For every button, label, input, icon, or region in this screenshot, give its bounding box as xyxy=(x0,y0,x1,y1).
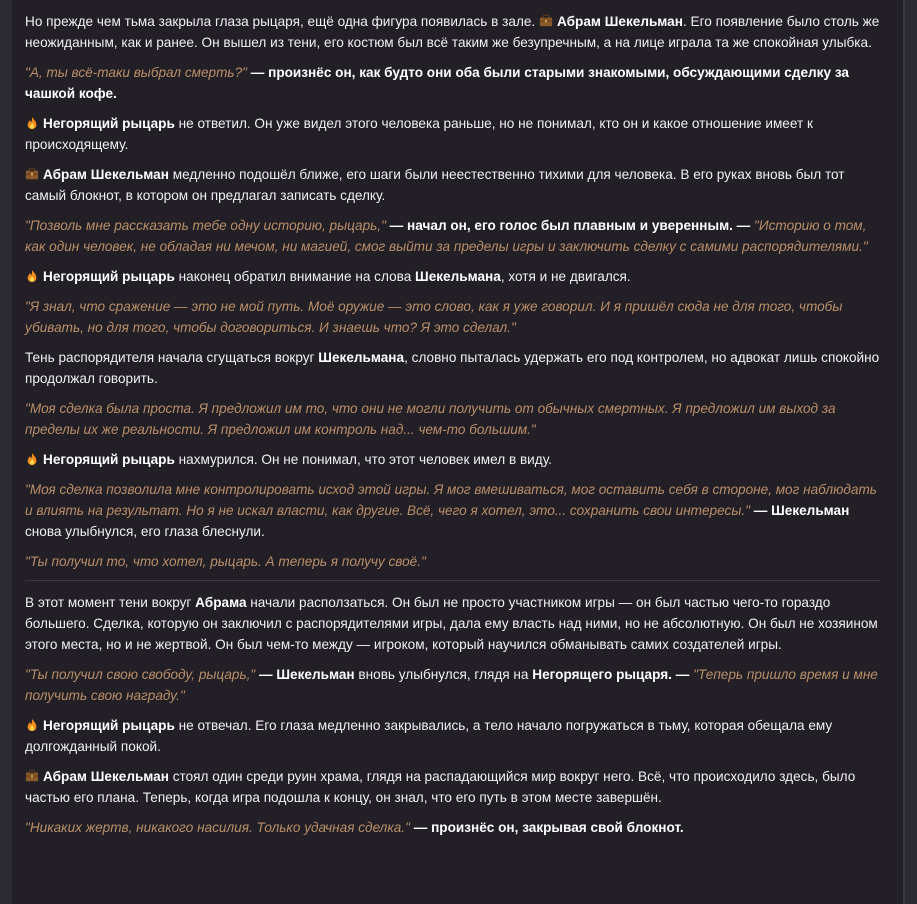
paragraph-1: Но прежде чем тьма закрыла глаза рыцаря, ещё одна фигура появилась в зале. Абрам Шекельман. Его появление было столь же неожиданным, как и ранее. Он вышел из тени, его костюм был всё таким же безупречным, а на лице играла та же спокойная улыбка. xyxy=(25,14,880,50)
briefcase-icon xyxy=(539,14,553,28)
paragraph-12 xyxy=(25,551,880,572)
quote: "Моя сделка позволила мне контролировать исход этой игры. Я мог вмешиваться, мог оставить себя в стороне, мог наблюдать и влиять на результат. Но я не искал власти, как другие. Всё, чего я хотел, это... сохранить свои интересы." xyxy=(25,482,877,518)
paragraph-13: В этот момент тени вокруг Абрама начали расползаться. Он был не просто участником игры — он был частью чего-то гораздо большего. Сделка, которую он заключил с распорядителями игры, дала ему власть над ними, но не абсолютную. Он был не хозяином этого места, но и не жертвой. Он был чем-то между — игроком, который научился обманывать самих создателей игры. xyxy=(25,595,878,652)
fire-icon xyxy=(25,718,39,732)
quote: "Я знал, что сражение — это не мой путь. Моё оружие — это слово, как я уже говорил. И я пришёл сюда не для того, чтобы убивать, но для того, чтобы договориться. И знаешь что? Я это сделал." xyxy=(25,299,843,335)
quote: "Позволь мне рассказать тебе одну историю, рыцарь," xyxy=(25,218,386,233)
paragraph-2: "А, ты всё-таки выбрал смерть?" — произнёс он, как будто они оба были старыми знакомыми, обсуждающими сделку за чашкой кофе. xyxy=(25,65,849,101)
paragraph-8: Тень распорядителя начала сгущаться вокруг Шекельмана, словно пыталась удержать его под контролем, но адвокат лишь спокойно продолжал говорить. xyxy=(25,350,880,386)
paragraph-17: "Никаких жертв, никакого насилия. Только удачная сделка." — произнёс он, закрывая свой блокнот. xyxy=(25,820,684,835)
paragraph-10: Негорящий рыцарь нахмурился. Он не понимал, что этот человек имел в виду. xyxy=(25,449,880,470)
character-name: Негорящий рыцарь xyxy=(43,116,175,131)
fire-icon xyxy=(25,452,39,466)
briefcase-icon xyxy=(25,769,39,783)
briefcase-icon xyxy=(25,167,39,181)
paragraph-3: Негорящий рыцарь не ответил. Он уже видел этого человека раньше, но не понимал, кто он и какое отношение имеет к происходящему. xyxy=(25,116,813,152)
paragraph-6: Негорящий рыцарь наконец обратил внимание на слова Шекельмана, хотя и не двигался. xyxy=(25,266,880,287)
paragraph-15: Негорящий рыцарь не отвечал. Его глаза медленно закрывались, а тело начало погружаться в тьму, которая обещала ему долгожданный покой. xyxy=(25,718,833,754)
paragraph-14: "Ты получил свою свободу, рыцарь," — Шекельман вновь улыбнулся, глядя на Негорящего рыцаря. — "Теперь пришло время и мне получить свою награду." xyxy=(25,667,878,703)
character-name: Абрам Шекельман xyxy=(43,167,169,182)
divider xyxy=(25,580,880,581)
character-name: Абрама xyxy=(195,595,247,610)
fire-icon xyxy=(25,116,39,130)
character-name: Шекельман xyxy=(276,667,355,682)
character-name: Шекельмана xyxy=(415,269,501,284)
paragraph-9 xyxy=(25,398,880,440)
paragraph-4: Абрам Шекельман медленно подошёл ближе, его шаги были неестественно тихими для человека. В его руках вновь был тот самый блокнот, в котором он предлагал записать сделку. xyxy=(25,167,845,203)
paragraph-16: Абрам Шекельман стоял один среди руин храма, глядя на распадающийся мир вокруг него. Всё, что происходило здесь, было частью его плана. Теперь, когда игра подошла к концу, он знал, что его путь в этом месте завершён. xyxy=(25,769,856,805)
fire-icon xyxy=(25,269,39,283)
story-content xyxy=(25,11,880,847)
quote: "Ты получил то, что хотел, рыцарь. А теперь я получу своё." xyxy=(25,554,426,569)
character-name: Абрам Шекельман xyxy=(43,769,169,784)
quote: "Историю о том, как один человек, не обладая ни мечом, ни магией, смог выйти за пределы игры и заключить сделку с самими распорядителями." xyxy=(25,218,868,254)
character-name: Шекельмана xyxy=(318,350,405,365)
scrollbar[interactable] xyxy=(903,0,905,904)
character-name: Абрам Шекельман xyxy=(557,14,683,29)
character-name: Негорящий рыцарь xyxy=(43,269,175,284)
character-name: Шекельман xyxy=(771,503,850,518)
character-name: Негорящий рыцарь xyxy=(43,718,175,733)
quote: "Ты получил свою свободу, рыцарь," xyxy=(25,667,256,682)
character-name: Негорящий рыцарь xyxy=(43,452,175,467)
paragraph-11: "Моя сделка позволила мне контролировать исход этой игры. Я мог вмешиваться, мог оставить себя в стороне, мог наблюдать и влиять на результат. Но я не искал власти, как другие. Всё, чего я хотел, это... сохранить свои интересы." — Шекельман снова улыбнулся, его глаза блеснули. xyxy=(25,482,877,539)
quote: "А, ты всё-таки выбрал смерть?" xyxy=(25,65,247,80)
quote: "Никаких жертв, никакого насилия. Только удачная сделка." xyxy=(25,820,410,835)
paragraph-7 xyxy=(25,296,880,338)
quote: "Моя сделка была проста. Я предложил им то, что они не могли получить от обычных смертных. Я предложил им выход за пределы их же реальности. Я предложил им контроль над... чем-то большим." xyxy=(25,401,836,437)
quote: "Теперь пришло время и мне получить свою награду." xyxy=(25,667,878,703)
paragraph-5: "Позволь мне рассказать тебе одну историю, рыцарь," — начал он, его голос был плавным и уверенным. — "Историю о том, как один человек, не обладая ни мечом, ни магией, смог выйти за пределы игры и заключить сделку с самими распорядителями." xyxy=(25,218,868,254)
character-name: Негорящего рыцаря xyxy=(532,667,669,682)
